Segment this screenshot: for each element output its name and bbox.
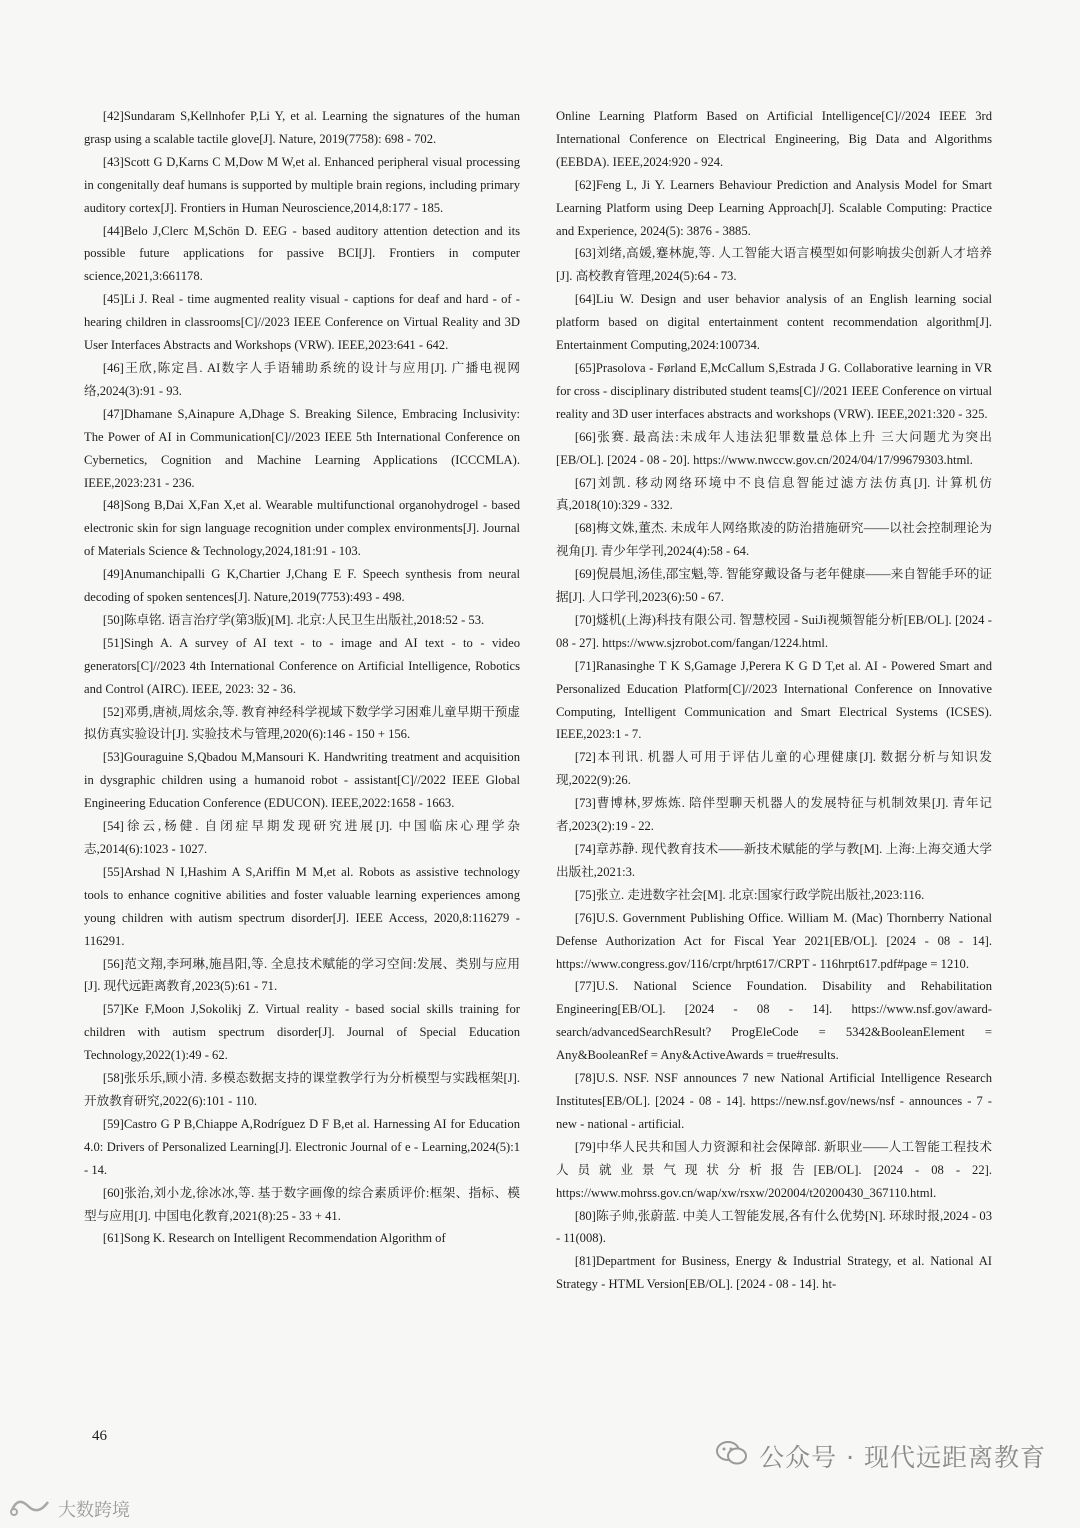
brand-watermark <box>8 1494 130 1523</box>
left-column <box>84 105 520 1250</box>
reference-63: [63]刘绪,高媛,蹇林旎,等. 人工智能大语言模型如何影响拔尖创新人才培养[J]. 高校教育管理,2024(5):64 - 73. <box>556 246 992 284</box>
brand-logo-icon <box>8 1494 52 1523</box>
reference-64: [64]Liu W. Design and user behavior analysis of an English learning social platform based on digital entertainment content recommendation algorithm[J]. Entertainment Computing,2024:100734. <box>556 292 992 353</box>
reference-47: [47]Dhamane S,Ainapure A,Dhage S. Breaking Silence, Embracing Inclusivity: The Power of AI in Communication[C]//2023 IEEE 5th International Conference on Cybernetics, Cognition and Machine Learning Applications (ICCCMLA). IEEE,2023:231 - 236. <box>84 406 520 490</box>
reference-79: [79]中华人民共和国人力资源和社会保障部. 新职业——人工智能工程技术人员就业景气现状分析报告[EB/OL]. [2024 - 08 - 22]. https://www.mohrss.gov.cn/wap/xw/rsxw/202004/t20200430_367110.html. <box>556 1139 992 1200</box>
reference-55: [55]Arshad N I,Hashim A S,Ariffin M M,et al. Robots as assistive technology tools to enhance cognitive abilities and foster valuable learning experiences among young children with autism spectrum disorder[J]. IEEE Access, 2020,8:116279 - 116291. <box>84 864 520 948</box>
reference-71: [71]Ranasinghe T K S,Gamage J,Perera K G D T,et al. AI - Powered Smart and Personalized Education Platform[C]//2023 International Conference on Innovative Computing, Intelligent Communication and Smart Electrical Systems (ICSES). IEEE,2023:1 - 7. <box>556 658 992 742</box>
reference-68: [68]梅文姝,董杰. 未成年人网络欺凌的防治措施研究——以社会控制理论为视角[J]. 青少年学刊,2024(4):58 - 64. <box>556 521 992 559</box>
reference-56: [56]范文翔,李珂琳,施昌阳,等. 全息技术赋能的学习空间:发展、类别与应用[J]. 现代远距离教育,2023(5):61 - 71. <box>84 956 520 994</box>
reference-51: [51]Singh A. A survey of AI text - to - image and AI text - to - video generators[C]//2023 4th International Conference on Artificial Intelligence, Robotics and Control (AIRC). IEEE, 2023: 32 - 36. <box>84 635 520 696</box>
reference-78: [78]U.S. NSF. NSF announces 7 new National Artificial Intelligence Research Institutes[EB/OL]. [2024 - 08 - 14]. https://new.nsf.gov/news/nsf - announces - 7 - new - national - artificial. <box>556 1071 992 1131</box>
reference-50: [50]陈卓铭. 语言治疗学(第3版)[M]. 北京:人民卫生出版社,2018:52 - 53. <box>102 612 485 627</box>
reference-69: [69]倪晨旭,汤佳,邵宝魁,等. 智能穿戴设备与老年健康——来自智能手环的证据[J]. 人口学刊,2023(6):50 - 67. <box>556 567 992 605</box>
wechat-icon <box>715 1439 749 1473</box>
reference-59: [59]Castro G P B,Chiappe A,Rodríguez D F B,et al. Harnessing AI for Education 4.0: Drivers of Personalized Learning[J]. Electronic Journal of e - Learning,2024(5):1 - 14. <box>84 1116 520 1177</box>
page-number: 46 <box>92 1428 107 1444</box>
reference-45: [45]Li J. Real - time augmented reality visual - captions for deaf and hard - of - hearing children in classrooms[C]//2023 IEEE Conference on Virtual Reality and 3D User Interfaces Abstracts and Workshops (VRW). IEEE,2023:641 - 642. <box>84 292 520 353</box>
reference-48: [48]Song B,Dai X,Fan X,et al. Wearable multifunctional organohydrogel - based electronic skin for sign language recognition under complex environments[J]. Journal of Materials Science & Technology,2024,181:91 - 103. <box>84 498 520 559</box>
reference-43: [43]Scott G D,Karns C M,Dow M W,et al. Enhanced peripheral visual processing in congenitally deaf humans is supported by multiple brain regions, including primary auditory cortex[J]. Frontiers in Human Neuroscience,2014,8:177 - 185. <box>84 154 520 215</box>
reference-53: [53]Gouraguine S,Qbadou M,Mansouri K. Handwriting treatment and acquisition in dysgraphic children using a humanoid robot - assistant[C]//2022 IEEE Global Engineering Education Conference (EDUCON). IEEE,2022:1658 - 1663. <box>84 750 520 811</box>
reference-75: [75]张立. 走进数字社会[M]. 北京:国家行政学院出版社,2023:116. <box>574 887 925 902</box>
reference-70: [70]燧机(上海)科技有限公司. 智慧校园 - SuiJi视频智能分析[EB/OL]. [2024 - 08 - 27]. https://www.sjzrobot.com/fangan/1224.html. <box>556 612 992 650</box>
right-column <box>556 105 992 1296</box>
reference-62: [62]Feng L, Ji Y. Learners Behaviour Prediction and Analysis Model for Smart Learning Platform using Deep Learning Approach[J]. Scalable Computing: Practice and Experience, 2024(5): 3876 - 3885. <box>556 177 992 238</box>
reference-76: [76]U.S. Government Publishing Office. William M. (Mac) Thornberry National Defense Authorization Act for Fiscal Year 2021[EB/OL]. [2024 - 08 - 14]. https://www.congress.gov/116/crpt/hrpt617/CRPT - 116hrpt617.pdf#page = 1210. <box>556 910 992 971</box>
wechat-account-name: 公众号 · 现代远距离教育 <box>759 1443 1046 1472</box>
brand-name: 大数跨境 <box>58 1499 130 1521</box>
reference-67: [67]刘凯. 移动网络环境中不良信息智能过滤方法仿真[J]. 计算机仿真,2018(10):329 - 332. <box>556 475 992 513</box>
reference-74: [74]章苏静. 现代教育技术——新技术赋能的学与教[M]. 上海:上海交通大学出版社,2021:3. <box>556 842 992 879</box>
reference-54: [54]徐云,杨健. 自闭症早期发现研究进展[J]. 中国临床心理学杂志,2014(6):1023 - 1027. <box>84 819 520 856</box>
reference-65: [65]Prasolova - Førland E,McCallum S,Estrada J G. Collaborative learning in VR for cross - disciplinary distributed student teams[C]//2021 IEEE Conference on virtual reality and 3D user interfaces abstracts and workshops (VRW). IEEE,2021:320 - 325. <box>556 360 992 421</box>
reference-73: [73]曹博林,罗炼炼. 陪伴型聊天机器人的发展特征与机制效果[J]. 青年记者,2023(2):19 - 22. <box>556 796 992 834</box>
reference-72: [72]本刊讯. 机器人可用于评估儿童的心理健康[J]. 数据分析与知识发现,2022(9):26. <box>556 750 992 788</box>
reference-61-start: [61]Song K. Research on Intelligent Recommendation Algorithm of <box>102 1231 446 1246</box>
reference-60: [60]张治,刘小龙,徐冰冰,等. 基于数字画像的综合素质评价:框架、指标、模型与应用[J]. 中国电化教育,2021(8):25 - 33 + 41. <box>84 1185 520 1223</box>
reference-52: [52]邓勇,唐祯,周炫余,等. 教育神经科学视域下数学学习困难儿童早期干预虚拟仿真实验设计[J]. 实验技术与管理,2020(6):146 - 150 + 156. <box>84 704 520 742</box>
reference-57: [57]Ke F,Moon J,Sokolikj Z. Virtual reality - based social skills training for children with autism spectrum disorder[J]. Journal of Special Education Technology,2022(1):49 - 62. <box>84 1002 520 1063</box>
reference-61-continued: Online Learning Platform Based on Artificial Intelligence[C]//2024 IEEE 3rd International Conference on Electrical Engineering, Big Data and Algorithms (EEBDA). IEEE,2024:920 - 924. <box>556 109 992 169</box>
reference-81: [81]Department for Business, Energy & Industrial Strategy, et al. National AI Strategy - HTML Version[EB/OL]. [2024 - 08 - 14]. ht- <box>556 1254 992 1292</box>
reference-46: [46]王欣,陈定昌. AI数字人手语辅助系统的设计与应用[J]. 广播电视网络,2024(3):91 - 93. <box>84 360 520 398</box>
reference-80: [80]陈子帅,张蔚蓝. 中美人工智能发展,各有什么优势[N]. 环球时报,2024 - 03 - 11(008). <box>556 1208 992 1246</box>
reference-44: [44]Belo J,Clerc M,Schön D. EEG - based auditory attention detection and its possible future applications for passive BCI[J]. Frontiers in computer science,2021,3:661178. <box>84 223 520 284</box>
reference-42: [42]Sundaram S,Kellnhofer P,Li Y, et al. Learning the signatures of the human grasp using a scalable tactile glove[J]. Nature, 2019(7758): 698 - 702. <box>84 109 520 146</box>
reference-77: [77]U.S. National Science Foundation. Disability and Rehabilitation Engineering[EB/OL]. [2024 - 08 - 14]. https://www.nsf.gov/award-search/advancedSearchResult? ProgEleCode = 5342&BooleanElement = Any&BooleanRef = Any&ActiveAwards = true#results. <box>556 979 992 1063</box>
reference-49: [49]Anumanchipalli G K,Chartier J,Chang E F. Speech synthesis from neural decoding of spoken sentences[J]. Nature,2019(7753):493 - 498. <box>84 567 520 605</box>
wechat-watermark <box>715 1438 1046 1474</box>
reference-66: [66]张赛. 最高法:未成年人违法犯罪数量总体上升 三大问题尤为突出[EB/OL]. [2024 - 08 - 20]. https://www.nwccw.gov.cn/2024/04/17/99679303.html. <box>556 429 992 467</box>
reference-58: [58]张乐乐,顾小清. 多模态数据支持的课堂教学行为分析模型与实践框架[J]. 开放教育研究,2022(6):101 - 110. <box>84 1071 520 1108</box>
